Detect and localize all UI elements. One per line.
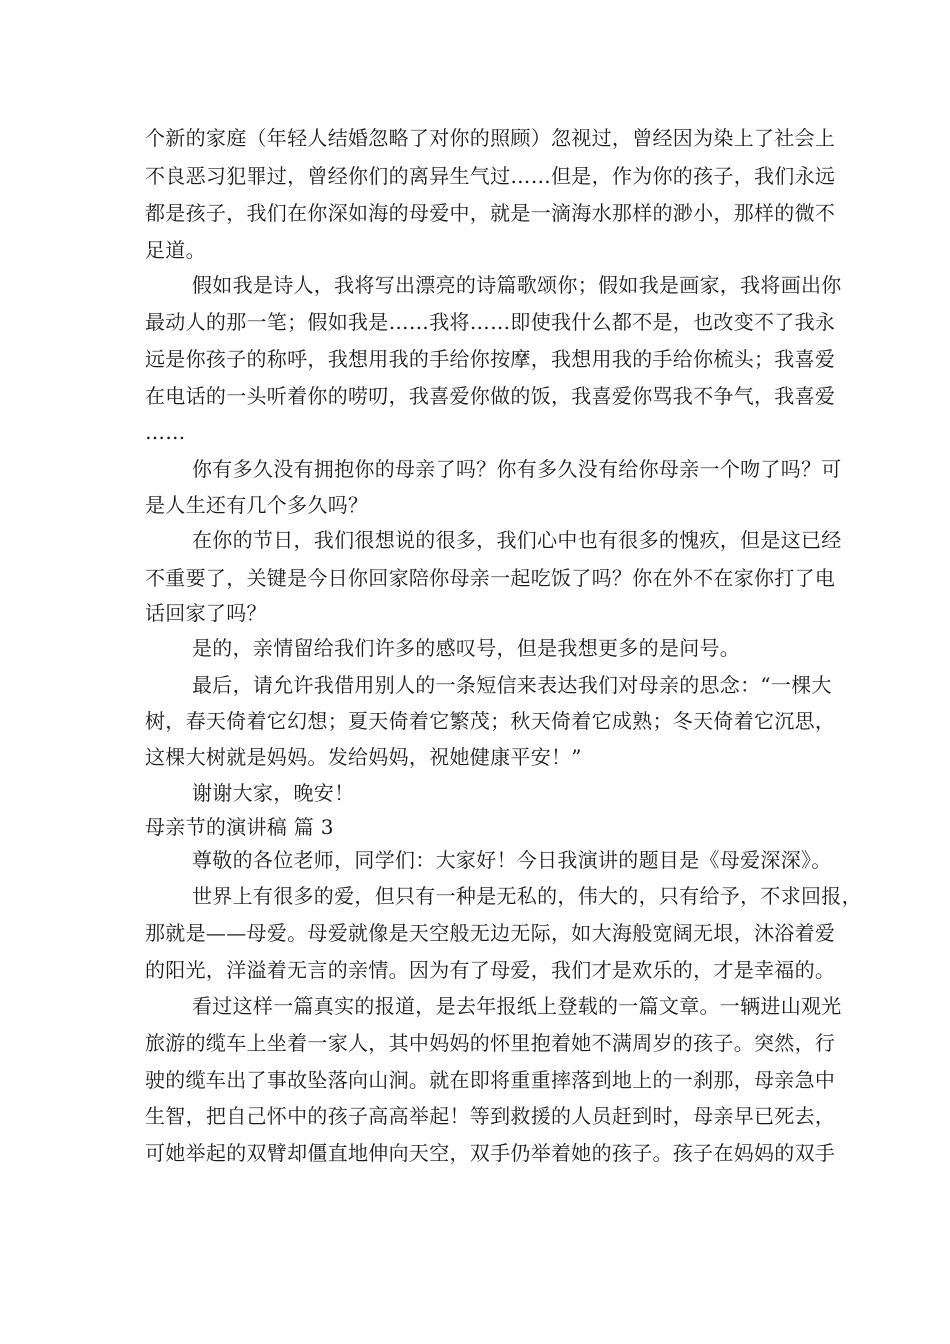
- paragraph-start: 假如我是诗人，我将写出漂亮的诗篇歌颂你；假如我是画家，我将画出你: [192, 273, 842, 297]
- text-line: 可她举起的双臂却僵直地伸向天空，双手仍举着她的孩子。孩子在妈妈的双手: [145, 1141, 836, 1165]
- text-line: 驶的缆车出了事故坠落向山涧。就在即将重重摔落到地上的一刹那，母亲急中: [145, 1068, 836, 1092]
- text-line: 这棵大树就是妈妈。发给妈妈，祝她健康平安！”: [145, 745, 582, 769]
- text-line: 都是孩子，我们在你深如海的母爱中，就是一滴海水那样的渺小，那样的微不: [145, 201, 836, 225]
- text-line: 在电话的一头听着你的唠叨，我喜爱你做的饭，我喜爱你骂我不争气，我喜爱: [145, 384, 836, 408]
- text-line: 不良恶习犯罪过，曾经你们的离异生气过……但是，作为你的孩子，我们永远: [145, 164, 836, 188]
- text-line: 话回家了吗？: [145, 601, 267, 625]
- text-line: 生智，把自己怀中的孩子高高举起！等到救援的人员赶到时，母亲早已死去，: [145, 1104, 836, 1128]
- paragraph-start: 在你的节日，我们很想说的很多，我们心中也有很多的愧疚，但是这已经: [192, 528, 842, 552]
- text-line: 个新的家庭（年轻人结婚忽略了对你的照顾）忽视过，曾经因为染上了社会上: [145, 126, 836, 150]
- paragraph-start: 尊敬的各位老师，同学们：大家好！今日我演讲的题目是《母爱深深》。: [192, 848, 832, 872]
- text-line: 树，春天倚着它幻想；夏天倚着它繁茂；秋天倚着它成熟；冬天倚着它沉思，: [145, 709, 836, 733]
- text-line: 那就是——母爱。母爱就像是天空般无边无际，如大海般宽阔无垠，沐浴着爱: [145, 921, 836, 945]
- paragraph-start: 你有多久没有拥抱你的母亲了吗？你有多久没有给你母亲一个吻了吗？可: [192, 457, 842, 481]
- text-line: 旅游的缆车上坐着一家人，其中妈妈的怀里抱着她不满周岁的孩子。突然，行: [145, 1031, 836, 1055]
- paragraph-start: 世界上有很多的爱，但只有一种是无私的，伟大的，只有给予，不求回报，: [192, 884, 862, 908]
- paragraph-start: 看过这样一篇真实的报道，是去年报纸上登载的一篇文章。一辆进山观光: [192, 994, 842, 1018]
- text-line: 最动人的那一笔；假如我是……我将……即使我什么都不是，也改变不了我永: [145, 310, 836, 334]
- text-line: 足道。: [145, 238, 206, 262]
- text-line: ……: [145, 420, 186, 444]
- paragraph-start: 谢谢大家，晚安！: [192, 781, 355, 805]
- text-line: 是人生还有几个多久吗？: [145, 493, 369, 517]
- text-line: 不重要了，关键是今日你回家陪你母亲一起吃饭了吗？你在外不在家你打了电: [145, 566, 836, 590]
- paragraph-start: 最后，请允许我借用别人的一条短信来表达我们对母亲的思念：“一棵大: [192, 673, 832, 697]
- section-heading: 母亲节的演讲稿 篇 3: [145, 815, 334, 839]
- text-line: 远是你孩子的称呼，我想用我的手给你按摩，我想用我的手给你梳头；我喜爱: [145, 347, 836, 371]
- paragraph-start: 是的，亲情留给我们许多的感叹号，但是我想更多的是问号。: [192, 636, 741, 660]
- text-line: 的阳光，洋溢着无言的亲情。因为有了母爱，我们才是欢乐的，才是幸福的。: [145, 958, 836, 982]
